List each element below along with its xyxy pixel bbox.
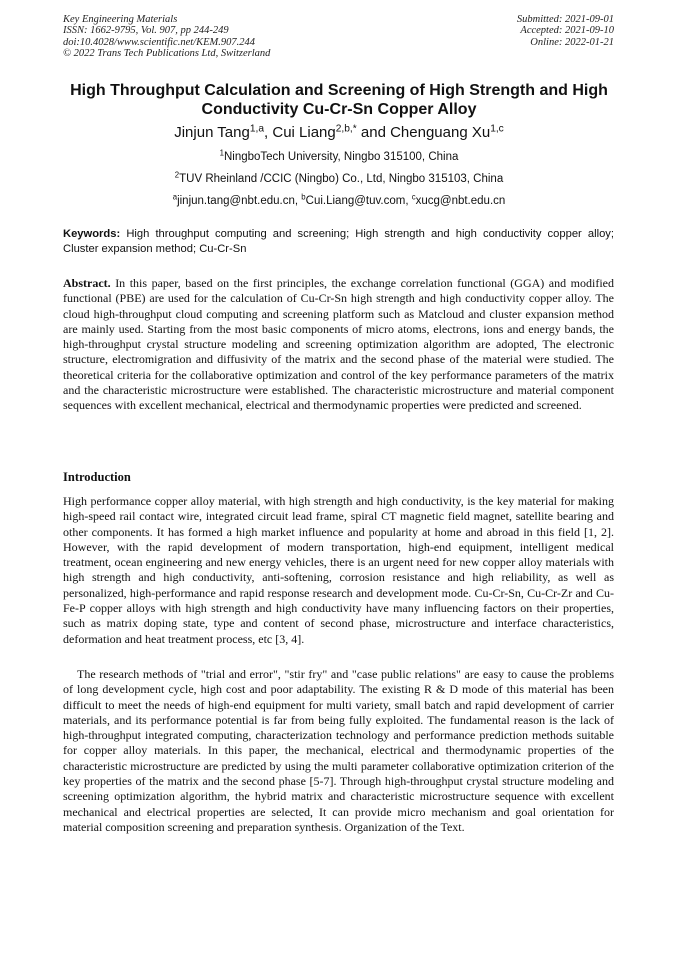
abstract-text: In this paper, based on the first principles, the exchange correlation functional (GGA) and modified functional (PBE) are used for the calculation of Cu-Cr-Sn high strength and high conductivity copper alloy. The cloud high-throughput cloud computing and screening platform such as Matcloud and cluster expansion method are mainly used. Starting from the most basic components of micro atoms, electrons, ions and energy bands, the high-throughput crystal structure modeling and screening optimization algorithm are adopted, The electronic structure, electromigration and diffusivity of the matrix and the second phase of the material were studied. The theoretical criteria for the collaborative optimization and control of the key performance parameters of the matrix and the characteristic microstructure were established. The characteristic microstructure and material component sequences with excellent mechanical, electrical and thermodynamic properties were predicted and screened. xyxy=(63,276,614,413)
introduction-paragraph: High performance copper alloy material, with high strength and high conductivity, is the key material for making high-speed rail contact wire, integrated circuit lead frame, spiral CT magnetic field magnet, satellite bearing and other components. It has formed a high market influence and popularity at home and abroad in this field [1, 2]. However, with the rapid development of modern transportation, high-end equipment, intelligent medical treatment, ocean engineering and new energy vehicles, there is an urgent need for new copper alloy materials with high strength and high conductivity, anti-softening, corrosion resistance and high reliability, as well as personalized, high-performance and rapid response research and development mode. Cu-Cr-Sn, Cu-Cr-Zr and Cu-Fe-P copper alloys with high strength and high conductivity have many influencing factors on their properties, such as matrix doping state, type and content of second phase, microstructure and interface characteristics, deformation and heat treatment process, etc [3, 4]. xyxy=(63,494,614,646)
author-name: Chenguang Xu xyxy=(390,124,491,141)
author-list xyxy=(40,124,638,142)
journal-info xyxy=(63,14,270,60)
author-separator: and xyxy=(356,124,391,141)
affiliation-text: TUV Rheinland /CCIC (Ningbo) Co., Ltd, Ningbo 315103, China xyxy=(179,173,504,185)
affiliation xyxy=(40,172,638,186)
paper-title: High Throughput Calculation and Screening of High Strength and High Conductivity Cu-Cr-Sn Copper Alloy xyxy=(70,82,608,118)
author-name: Jinjun Tang xyxy=(174,124,250,141)
email-mark: a xyxy=(172,192,178,202)
email-separator: , xyxy=(405,195,412,207)
copyright-line: © 2022 Trans Tech Publications Ltd, Switzerland xyxy=(63,48,271,60)
submitted-date: Submitted: 2021-09-01 xyxy=(516,14,614,25)
abstract-label: Abstract. xyxy=(63,276,111,290)
email-mark: b xyxy=(301,192,306,202)
online-date: Online: 2022-01-21 xyxy=(530,36,614,48)
author-separator: , xyxy=(264,124,273,141)
introduction-heading: Introduction xyxy=(63,470,131,484)
email-separator: , xyxy=(294,195,302,207)
keywords-block xyxy=(63,227,614,256)
introduction-paragraph: The research methods of "trial and error", "stir fry" and "case public relations" are easy to cause the problems of long development cycle, high cost and poor adaptability. The existing R & D mode of this material has been difficult to meet the needs of high-end equipment for multi variety, small batch and rapid development of carrier materials, and its performance potential is far from being fully exploited. The fundamental reason is the lack of high-throughput integrated computing, characterization technology and performance prediction methods suitable for copper alloy materials. In this paper, the mechanical, electrical and thermodynamic properties of the characteristic microstructure are predicted by using the multi parameter collaborative optimization criterion of the key properties of the matrix and the second phase [5-7]. Through high-throughput crystal structure modeling and screening optimization algorithm, the hybrid matrix and characteristic microstructure sequence with excellent mechanical and electrical properties are selected, It can provide micro mechanism and goal orientation for material composition screening and preparation synthesis. Organization of the Text. xyxy=(63,667,614,834)
dates-info xyxy=(517,14,614,48)
doi-line: doi:10.4028/www.scientific.net/KEM.907.244 xyxy=(63,36,255,48)
journal-name: Key Engineering Materials xyxy=(63,14,178,25)
email-list xyxy=(40,194,638,208)
keywords-label: Keywords: xyxy=(63,228,121,240)
author-affil-mark: 2,b,* xyxy=(335,123,357,135)
accepted-date: Accepted: 2021-09-10 xyxy=(520,25,614,37)
author-affil-mark: 1,c xyxy=(490,123,504,135)
abstract-block xyxy=(63,276,614,414)
email-address[interactable]: jinjun.tang@nbt.edu.cn xyxy=(177,195,295,207)
affiliation-mark: 2 xyxy=(174,170,180,180)
affiliation xyxy=(40,150,638,164)
author-name: Cui Liang xyxy=(272,124,336,141)
keywords-text: High throughput computing and screening; High strength and high conductivity copper alloy; Cluster expansion method; Cu-Cr-Sn xyxy=(63,228,614,255)
email-mark: c xyxy=(411,192,416,202)
affiliation-mark: 1 xyxy=(219,148,224,158)
email-address[interactable]: xucg@nbt.edu.cn xyxy=(415,195,506,207)
issn-line: ISSN: 1662-9795, Vol. 907, pp 244-249 xyxy=(63,25,229,37)
email-address[interactable]: Cui.Liang@tuv.com xyxy=(305,195,406,207)
affiliation-text: NingboTech University, Ningbo 315100, China xyxy=(223,151,459,163)
author-affil-mark: 1,a xyxy=(249,123,265,135)
